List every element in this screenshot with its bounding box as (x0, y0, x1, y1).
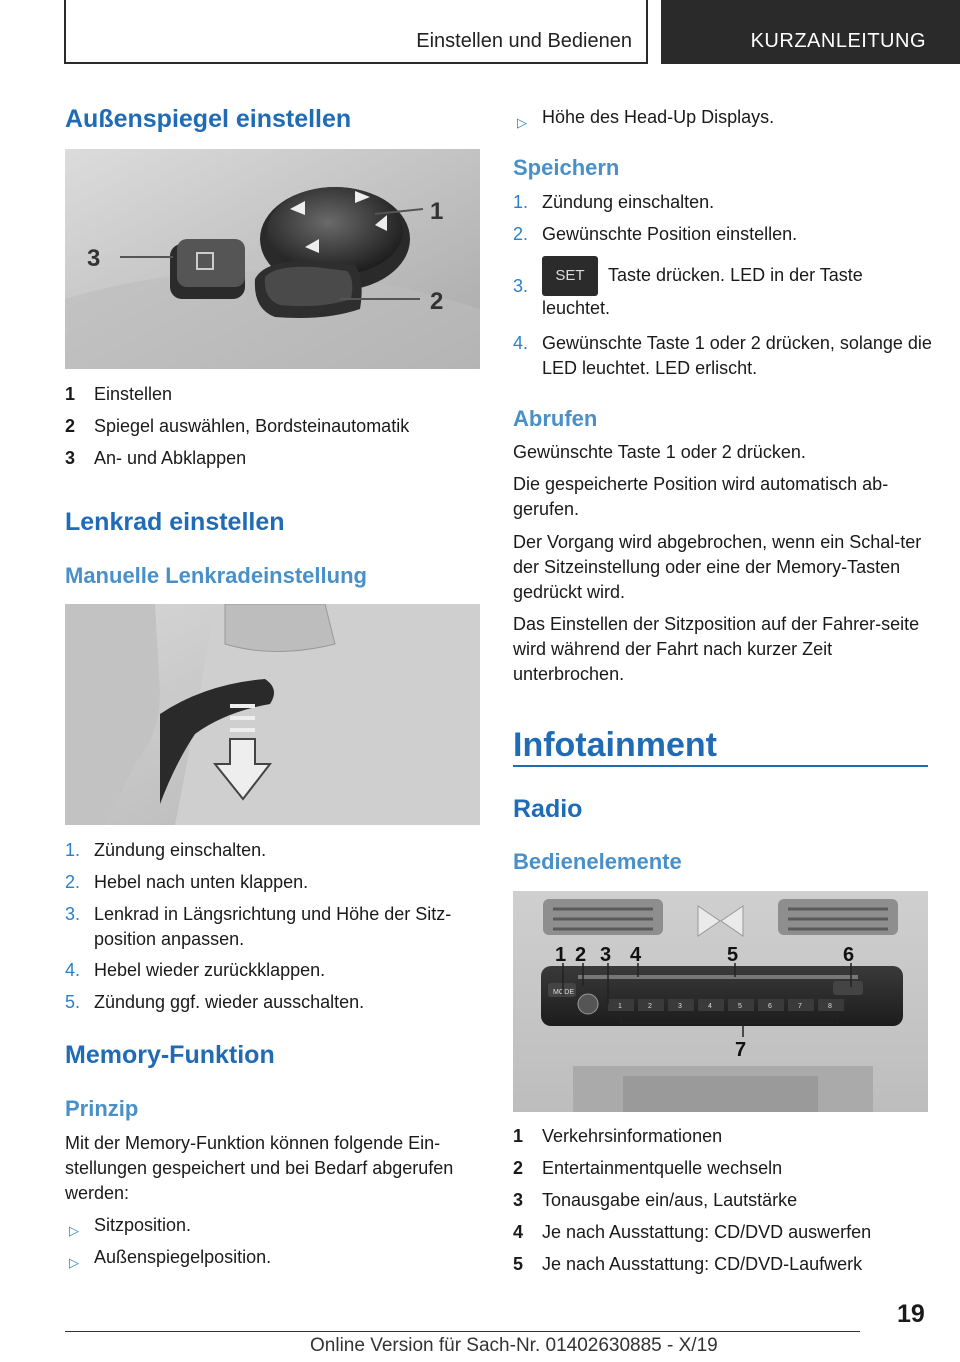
set-button-icon: SET (542, 256, 598, 296)
mirror-item-label: An- und Abklappen (94, 448, 247, 468)
recall-paragraph: Der Vorgang wird abgebrochen, wenn ein Schal-ter der Sitzeinstellung oder eine der Memory-Tasten gedrückt wird. (513, 532, 922, 602)
radio-callout: 6 (843, 944, 855, 966)
mirror-item-number: 2 (65, 416, 76, 436)
bullet-text: Sitzposition. (94, 1215, 192, 1235)
step-number: 4. (513, 333, 529, 353)
mirror-item-number: 3 (65, 448, 76, 468)
radio-item-number: 5 (513, 1254, 524, 1274)
recall-heading: Abrufen (513, 406, 598, 431)
header-section-title: Einstellen und Bedienen (416, 30, 632, 52)
step-text: Lenkrad in Längsrichtung und Höhe der Sitz-position anpassen. (94, 904, 452, 949)
step-number: 2. (513, 224, 529, 244)
mirror-callout-1: 1 (430, 198, 444, 225)
infotainment-heading: Infotainment (513, 726, 717, 764)
radio-preset-label: 4 (708, 1003, 712, 1010)
footer-online-version: Online Version für Sach-Nr. 01402630885 - X/19 (310, 1335, 718, 1356)
radio-item-label: Je nach Ausstattung: CD/DVD-Laufwerk (542, 1254, 863, 1274)
recall-paragraph: Gewünschte Taste 1 oder 2 drücken. (513, 442, 806, 462)
radio-heading: Radio (513, 795, 583, 823)
radio-preset-label: 3 (678, 1003, 682, 1010)
radio-callout: 2 (575, 944, 587, 966)
bullet-text: Höhe des Head-Up Displays. (542, 107, 775, 127)
radio-panel-figure (513, 891, 928, 1112)
step-number: 2. (65, 872, 81, 892)
mirror-switch-figure (65, 149, 480, 369)
infotainment-rule (513, 765, 928, 767)
steering-lever-figure (65, 604, 480, 825)
step-number: 3. (65, 904, 81, 924)
step-text (542, 256, 932, 321)
step-number: 4. (65, 960, 81, 980)
radio-callout: 4 (630, 944, 642, 966)
radio-callout: 3 (600, 944, 612, 966)
radio-item-number: 2 (513, 1158, 524, 1178)
save-step (513, 256, 933, 326)
radio-preset-label: 8 (828, 1003, 832, 1010)
radio-item-label: Entertainmentquelle wechseln (542, 1158, 783, 1178)
mirror-item-number: 1 (65, 384, 76, 404)
step-text: Zündung ggf. wieder ausschalten. (94, 992, 365, 1012)
step-number: 1. (513, 192, 529, 212)
bullet-text: Außenspiegelposition. (94, 1247, 272, 1267)
radio-item-label: Tonausgabe ein/aus, Lautstärke (542, 1190, 798, 1210)
recall-paragraph: Das Einstellen der Sitzposition auf der Fahrer-seite wird während der Fahrt nach kurzer Zeit unterbrochen. (513, 614, 920, 684)
radio-item-number: 1 (513, 1126, 524, 1146)
radio-item-number: 4 (513, 1222, 524, 1242)
principle-heading: Prinzip (65, 1096, 139, 1121)
mirror-switch-illustration (65, 149, 480, 369)
steering-lever-illustration (65, 604, 480, 825)
footer-rule (65, 1331, 860, 1332)
save-heading: Speichern (513, 155, 620, 180)
header-chapter-tab (661, 0, 960, 64)
triangle-bullet-icon: ▷ (517, 115, 527, 130)
radio-preset-label: 6 (768, 1003, 772, 1010)
mirror-callout-2: 2 (430, 288, 444, 315)
triangle-bullet-icon: ▷ (69, 1223, 79, 1238)
radio-preset-label: 2 (648, 1003, 652, 1010)
radio-item-label: Je nach Ausstattung: CD/DVD auswerfen (542, 1222, 872, 1242)
radio-item-label: Verkehrsinformationen (542, 1126, 723, 1146)
mirror-item-label: Einstellen (94, 384, 173, 404)
steering-subheading: Manuelle Lenkradeinstellung (65, 563, 367, 588)
page-number: 19 (897, 1300, 925, 1328)
radio-callout: 1 (555, 944, 567, 966)
radio-mode-label: MODE (553, 989, 574, 996)
radio-preset-label: 1 (618, 1003, 622, 1010)
triangle-bullet-icon: ▷ (69, 1255, 79, 1270)
save-step (513, 331, 933, 381)
step-text: Hebel wieder zurückklappen. (94, 960, 326, 980)
step-text: Gewünschte Position einstellen. (542, 224, 798, 244)
radio-item-number: 3 (513, 1190, 524, 1210)
mirror-callout-3: 3 (87, 245, 101, 272)
mirror-heading: Außenspiegel einstellen (65, 105, 352, 133)
header-section-box (64, 0, 648, 64)
header-chapter-label: KURZANLEITUNG (750, 30, 926, 52)
radio-callout: 7 (735, 1039, 747, 1061)
step-number: 5. (65, 992, 81, 1012)
memory-heading: Memory-Funktion (65, 1041, 275, 1069)
controls-heading: Bedienelemente (513, 849, 682, 874)
step-text: Zündung einschalten. (94, 840, 267, 860)
principle-text: Mit der Memory-Funktion können folgende Ein-stellungen gespeichert und bei Bedarf abgerufen werden: (65, 1133, 454, 1203)
step-text: Hebel nach unten klappen. (94, 872, 309, 892)
step-number: 1. (65, 840, 81, 860)
radio-panel-illustration (513, 891, 928, 1112)
step-text: Zündung einschalten. (542, 192, 715, 212)
step-number: 3. (513, 276, 529, 296)
radio-callout: 5 (727, 944, 739, 966)
radio-preset-label: 7 (798, 1003, 802, 1010)
recall-paragraph: Die gespeicherte Position wird automatisch ab-gerufen. (513, 474, 889, 519)
mirror-item-label: Spiegel auswählen, Bordsteinautomatik (94, 416, 410, 436)
set-step-text: Taste drücken. LED in der Taste leuchtet. (542, 264, 863, 318)
radio-preset-label: 5 (738, 1003, 742, 1010)
step-text: Gewünschte Taste 1 oder 2 drücken, solange die LED leuchtet. LED erlischt. (542, 333, 932, 378)
steering-step (65, 902, 485, 952)
steering-heading: Lenkrad einstellen (65, 508, 285, 536)
